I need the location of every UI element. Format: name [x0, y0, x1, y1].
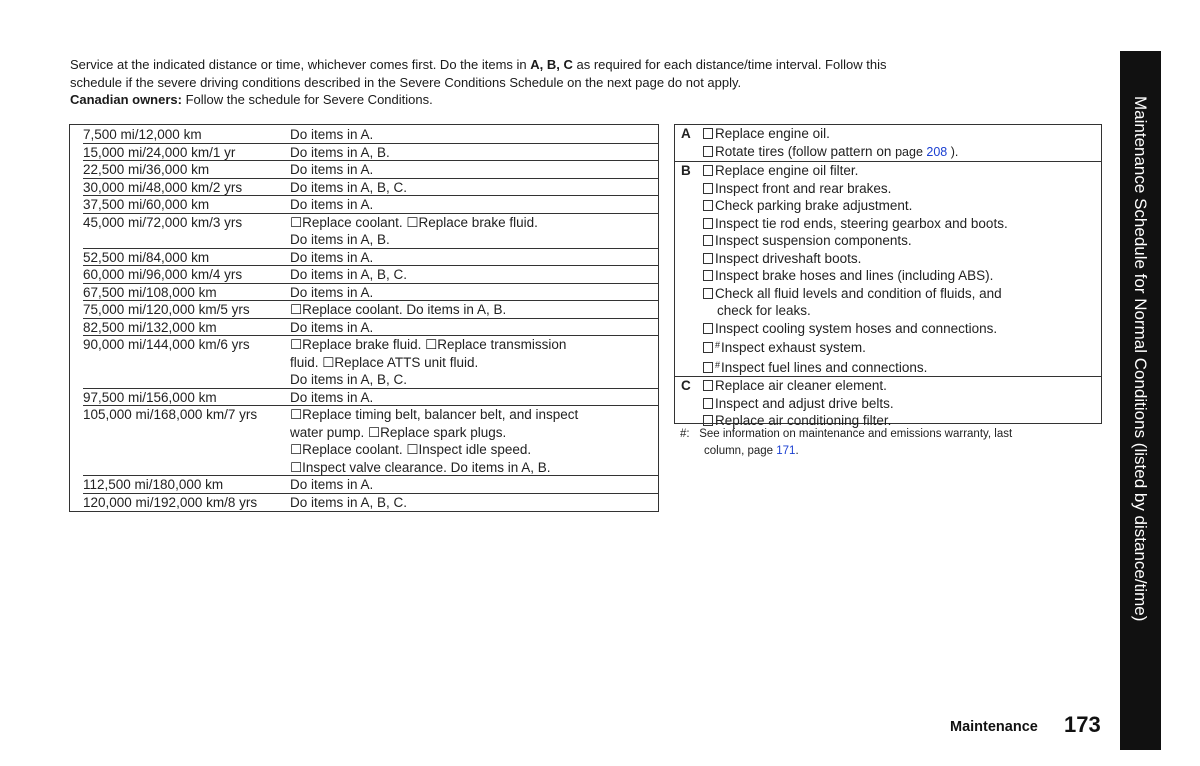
schedule-items — [290, 319, 658, 337]
schedule-item-text: Do items in A. — [290, 319, 374, 335]
schedule-items-line — [290, 476, 638, 494]
schedule-items — [290, 196, 658, 214]
schedule-row — [70, 301, 658, 319]
schedule-item-text: Do items in A. — [290, 249, 374, 265]
schedule-distance: 82,500 mi/132,000 km — [83, 319, 217, 335]
intro-line-1-bold: A, B, C — [530, 57, 573, 72]
schedule-items — [290, 476, 658, 494]
schedule-row — [70, 284, 658, 302]
schedule-item-text: Do items in A. — [290, 197, 374, 212]
legend-group-a — [675, 125, 1101, 161]
schedule-item-text: Do items in A. — [290, 284, 374, 300]
schedule-items-line — [290, 319, 638, 337]
schedule-items-line — [290, 231, 638, 249]
legend-item-text: Inspect brake hoses and lines (including ABS). — [715, 268, 994, 283]
footnote-line-2-prefix: column, page — [704, 445, 777, 457]
schedule-items-line — [290, 354, 638, 372]
schedule-item-text: fluid. — [290, 354, 323, 370]
schedule-row — [70, 336, 658, 389]
schedule-items — [290, 249, 658, 267]
schedule-row — [70, 406, 658, 476]
schedule-items-line — [290, 214, 638, 232]
intro-text — [70, 56, 1070, 109]
canadian-owners-label: Canadian owners: — [70, 92, 182, 107]
checkbox-icon — [703, 288, 713, 299]
schedule-row — [70, 214, 658, 249]
legend-group-c — [675, 376, 1101, 430]
legend-letter-b: B — [681, 163, 691, 178]
legend-letter-c: C — [681, 378, 691, 393]
schedule-item-text: ☐Replace coolant. Do items in A, B. — [290, 302, 507, 317]
schedule-items-line — [290, 441, 638, 459]
schedule-items-line — [290, 494, 638, 512]
checkbox-icon — [703, 415, 713, 426]
page-ref-prefix: page — [895, 144, 927, 159]
legend-item-text: Inspect exhaust system. — [721, 340, 866, 355]
legend-item — [703, 162, 1101, 180]
legend-item-text: Inspect and adjust drive belts. — [715, 395, 894, 411]
schedule-item-text: ☐Replace coolant. — [290, 214, 407, 230]
hash-mark: # — [715, 340, 721, 350]
schedule-items-line — [290, 179, 638, 197]
schedule-items-line — [290, 266, 638, 284]
schedule-distance: 112,500 mi/180,000 km — [83, 477, 224, 492]
checkbox-icon — [703, 165, 713, 176]
schedule-items — [290, 301, 658, 319]
schedule-row — [70, 144, 658, 162]
schedule-distance: 7,500 mi/12,000 km — [83, 127, 202, 142]
schedule-distance: 15,000 mi/24,000 km/1 yr — [83, 144, 236, 160]
schedule-item-text: ☐Replace timing belt, balancer belt, and inspect — [290, 407, 579, 422]
side-tab-title: Maintenance Schedule for Normal Conditions (listed by distance/time) — [1131, 96, 1150, 622]
schedule-item-text: ☐Replace brake fluid. — [290, 337, 426, 352]
legend-item-text-cont: check for leaks. — [717, 303, 811, 318]
schedule-distance: 22,500 mi/36,000 km — [83, 162, 210, 177]
schedule-distance: 97,500 mi/156,000 km — [83, 389, 217, 405]
schedule-row — [70, 494, 658, 512]
schedule-items-line — [290, 459, 638, 477]
schedule-items — [290, 336, 658, 389]
schedule-items — [290, 284, 658, 302]
schedule-row — [70, 266, 658, 284]
legend-item-text: Rotate tires (follow pattern on — [715, 143, 896, 159]
schedule-item-text: ☐Replace ATTS unit fluid. — [322, 354, 479, 370]
schedule-distance: 52,500 mi/84,000 km — [83, 249, 210, 265]
intro-line-3 — [70, 91, 1070, 109]
schedule-distance: 45,000 mi/72,000 km/3 yrs — [83, 214, 243, 230]
legend-item — [703, 395, 1101, 413]
legend-item-text: Inspect cooling system hoses and connections. — [715, 320, 998, 336]
schedule-item-text: ☐Replace brake fluid. — [406, 214, 538, 230]
schedule-items-line — [290, 336, 638, 354]
schedule-row — [70, 476, 658, 494]
schedule-items — [290, 144, 658, 162]
legend-item-text: Inspect fuel lines and connections. — [721, 359, 928, 375]
checkbox-icon — [703, 146, 713, 157]
schedule-item-text: ☐Inspect valve clearance. Do items in A, B. — [290, 459, 551, 475]
checkbox-icon — [703, 270, 713, 281]
footnote-line-1: See information on maintenance and emissions warranty, last — [699, 428, 1013, 440]
hash-mark: # — [715, 359, 721, 370]
legend-group-b — [675, 161, 1101, 376]
intro-line-1 — [70, 56, 1070, 74]
schedule-items — [290, 266, 658, 284]
schedule-items-line — [290, 144, 638, 162]
checkbox-icon — [703, 183, 713, 194]
schedule-item-text: ☐Replace spark plugs. — [368, 424, 507, 440]
schedule-distance: 105,000 mi/168,000 km/7 yrs — [83, 407, 258, 422]
schedule-distance: 90,000 mi/144,000 km/6 yrs — [83, 337, 250, 352]
schedule-items — [290, 214, 658, 249]
schedule-items-line — [290, 284, 638, 302]
footnote-line-2-suffix: . — [795, 445, 799, 457]
canadian-owners-text: Follow the schedule for Severe Conditions. — [181, 92, 433, 107]
legend-table — [674, 124, 1102, 428]
schedule-items-line — [290, 371, 638, 389]
schedule-item-text: Do items in A. — [290, 162, 374, 177]
checkbox-icon — [703, 398, 713, 409]
legend-item — [703, 285, 1101, 320]
schedule-items-line — [290, 126, 638, 144]
schedule-distance: 60,000 mi/96,000 km/4 yrs — [83, 267, 243, 282]
schedule-items-line — [290, 424, 638, 442]
schedule-row — [70, 161, 658, 179]
schedule-row — [70, 196, 658, 214]
page-ref — [895, 145, 958, 159]
legend-item-text: Inspect driveshaft boots. — [715, 250, 862, 266]
intro-line-1-b: as required for each distance/time interval. Follow this — [572, 57, 887, 72]
schedule-item-text: Do items in A. — [290, 477, 374, 492]
legend-item-text: Inspect front and rear brakes. — [715, 180, 892, 196]
schedule-row — [70, 389, 658, 407]
schedule-item-text: Do items in A, B, C. — [290, 267, 408, 282]
legend-letter-a: A — [681, 126, 691, 141]
schedule-item-text: ☐Replace transmission — [425, 337, 567, 352]
legend-item-text: Inspect suspension components. — [715, 233, 912, 248]
schedule-items — [290, 389, 658, 407]
legend-item — [703, 250, 1101, 268]
page-link[interactable]: 208 — [926, 144, 948, 159]
legend-item — [703, 337, 1101, 357]
schedule-items — [290, 161, 658, 179]
legend-item — [703, 320, 1101, 338]
schedule-items — [290, 126, 658, 144]
legend-item — [703, 377, 1101, 395]
schedule-distance: 120,000 mi/192,000 km/8 yrs — [83, 494, 258, 510]
schedule-item-text: ☐Replace coolant. — [290, 442, 407, 457]
schedule-items-line — [290, 389, 638, 407]
legend-item — [703, 267, 1101, 285]
schedule-item-text: Do items in A. — [290, 389, 374, 405]
legend-item-text: Inspect tie rod ends, steering gearbox and boots. — [715, 215, 1008, 231]
schedule-items — [290, 179, 658, 197]
legend-item — [703, 143, 1101, 162]
checkbox-icon — [703, 342, 713, 353]
schedule-item-text: Do items in A, B, C. — [290, 372, 408, 387]
checkbox-icon — [703, 323, 713, 334]
checkbox-icon — [703, 380, 713, 391]
schedule-item-text: Do items in A, B. — [290, 232, 390, 247]
footnote — [680, 426, 1090, 460]
schedule-distance: 37,500 mi/60,000 km — [83, 197, 210, 212]
footnote-mark: #: — [680, 428, 690, 440]
schedule-item-text: water pump. — [290, 424, 369, 440]
checkbox-icon — [703, 200, 713, 211]
page-number: 173 — [1064, 712, 1101, 737]
schedule-items-line — [290, 196, 638, 214]
schedule-item-text: Do items in A. — [290, 127, 374, 142]
schedule-row — [70, 319, 658, 337]
legend-item-text: Replace engine oil filter. — [715, 163, 859, 178]
footer-section-title: Maintenance — [950, 719, 1038, 735]
schedule-items-line — [290, 406, 638, 424]
schedule-table — [69, 124, 659, 512]
legend-item-text: Replace engine oil. — [715, 126, 830, 141]
schedule-row — [70, 249, 658, 267]
schedule-items — [290, 406, 658, 476]
page-link[interactable]: 171 — [776, 445, 796, 457]
page-ref-suffix: ). — [947, 144, 959, 159]
legend-item — [703, 357, 1101, 377]
schedule-row — [70, 126, 658, 144]
legend-item-text: Check all fluid levels and condition of fluids, and — [715, 285, 1002, 301]
schedule-items-line — [290, 301, 638, 319]
intro-line-1-a: Service at the indicated distance or time, whichever comes first. Do the items in — [70, 57, 531, 72]
checkbox-icon — [703, 253, 713, 264]
schedule-items-line — [290, 249, 638, 267]
schedule-item-text: Do items in A, B, C. — [290, 179, 408, 195]
legend-item — [703, 197, 1101, 215]
schedule-items — [290, 494, 658, 512]
legend-item-text: Check parking brake adjustment. — [715, 198, 913, 213]
legend-item — [703, 215, 1101, 233]
footnote-line-2 — [680, 443, 1090, 460]
schedule-distance: 30,000 mi/48,000 km/2 yrs — [83, 179, 243, 195]
checkbox-icon — [703, 218, 713, 229]
legend-item — [703, 232, 1101, 250]
schedule-item-text: Do items in A, B, C. — [290, 494, 408, 510]
schedule-distance: 67,500 mi/108,000 km — [83, 284, 217, 300]
checkbox-icon — [703, 235, 713, 246]
legend-item-text: Replace air conditioning filter. — [715, 413, 892, 428]
schedule-distance: 75,000 mi/120,000 km/5 yrs — [83, 302, 250, 317]
legend-item-text: Replace air cleaner element. — [715, 378, 887, 393]
legend-item — [703, 180, 1101, 198]
schedule-items-line — [290, 161, 638, 179]
checkbox-icon — [703, 362, 713, 373]
schedule-item-text: Do items in A, B. — [290, 144, 390, 160]
schedule-row — [70, 179, 658, 197]
intro-line-2: schedule if the severe driving conditions described in the Severe Conditions Schedule on the next page do not apply. — [70, 74, 742, 90]
checkbox-icon — [703, 128, 713, 139]
schedule-item-text: ☐Inspect idle speed. — [406, 442, 532, 457]
legend-item — [703, 125, 1101, 143]
